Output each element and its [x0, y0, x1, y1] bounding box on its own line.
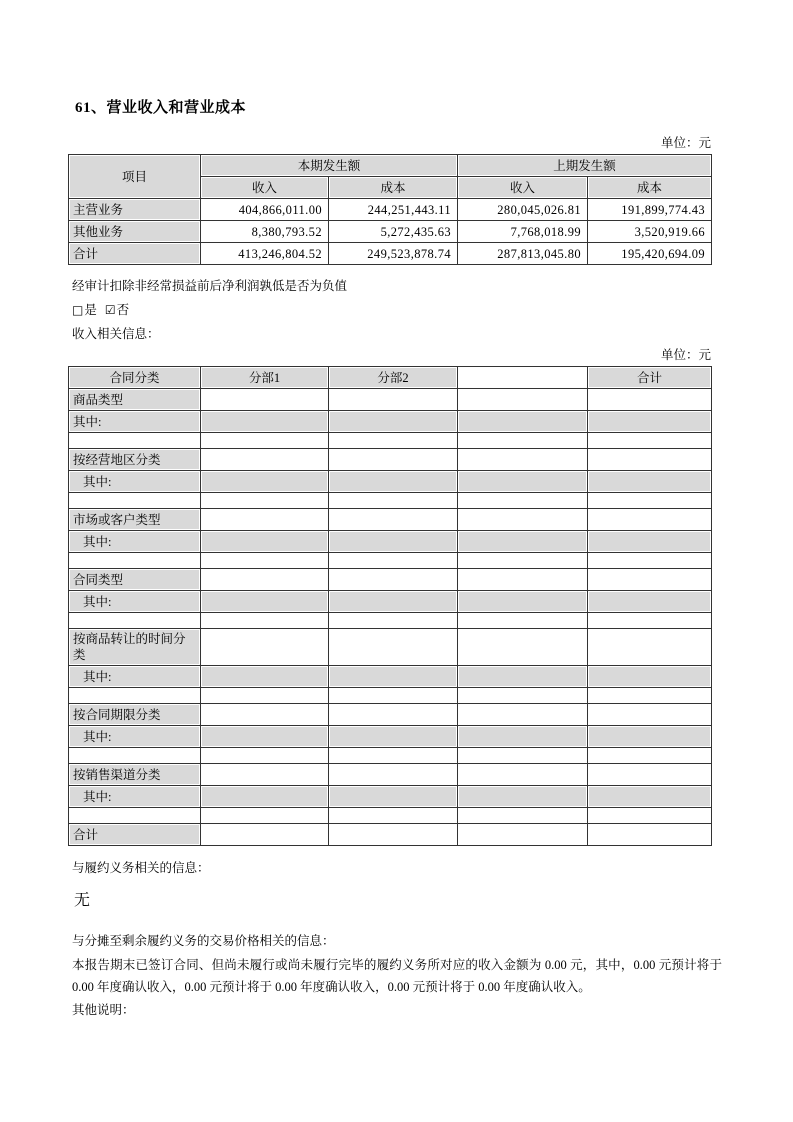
row-label-cell: 按合同期限分类 — [69, 704, 201, 726]
value-cell — [329, 449, 458, 471]
column-header: 分部2 — [329, 367, 458, 389]
value-cell: 3,520,919.66 — [588, 221, 712, 243]
row-label-cell: 按销售渠道分类 — [69, 764, 201, 786]
value-cell — [588, 591, 712, 613]
column-header-current-period: 本期发生额 — [201, 155, 458, 177]
empty-row — [69, 493, 712, 509]
value-cell — [588, 569, 712, 591]
checkbox-unchecked-icon: □ — [72, 303, 84, 317]
value-cell — [588, 764, 712, 786]
contract-table-row — [69, 629, 712, 666]
empty-cell — [69, 433, 201, 449]
value-cell — [588, 553, 712, 569]
column-header-empty — [458, 367, 588, 389]
value-cell — [458, 688, 588, 704]
value-cell: 5,272,435.63 — [329, 221, 458, 243]
value-cell — [329, 726, 458, 748]
empty-cell — [69, 553, 201, 569]
value-cell — [458, 591, 588, 613]
value-cell — [329, 613, 458, 629]
value-cell — [201, 591, 329, 613]
value-cell — [201, 704, 329, 726]
value-cell — [201, 569, 329, 591]
value-cell — [329, 786, 458, 808]
contract-table-row — [69, 786, 712, 808]
contract-table-row — [69, 666, 712, 688]
row-label-cell: 其中: — [69, 591, 201, 613]
value-cell — [329, 591, 458, 613]
row-label-cell: 商品类型 — [69, 389, 201, 411]
value-cell: 8,380,793.52 — [201, 221, 329, 243]
value-cell — [458, 493, 588, 509]
row-label-cell: 按商品转让的时间分类 — [69, 629, 201, 666]
revenue-cost-table-head — [69, 155, 712, 199]
empty-row — [69, 688, 712, 704]
value-cell — [329, 808, 458, 824]
value-cell — [329, 666, 458, 688]
value-cell — [458, 748, 588, 764]
checkbox-yes-label: 是 — [84, 303, 97, 317]
value-cell — [201, 726, 329, 748]
value-cell — [458, 433, 588, 449]
empty-cell — [69, 613, 201, 629]
empty-cell — [69, 808, 201, 824]
value-cell — [201, 824, 329, 846]
empty-cell — [69, 748, 201, 764]
value-cell — [329, 389, 458, 411]
value-cell — [201, 688, 329, 704]
row-label-cell: 其中: — [69, 471, 201, 493]
summary-table-body — [69, 199, 712, 265]
value-cell — [458, 808, 588, 824]
value-cell — [201, 509, 329, 531]
value-cell — [329, 704, 458, 726]
empty-row — [69, 808, 712, 824]
contract-table-header-row — [69, 367, 712, 389]
value-cell — [588, 411, 712, 433]
unit-label: 单位：元 — [660, 348, 711, 362]
value-cell — [329, 433, 458, 449]
audit-question: 经审计扣除非经常损益前后净利润孰低是否为负值 — [72, 279, 348, 293]
contract-table-row — [69, 411, 712, 433]
value-cell — [329, 569, 458, 591]
value-cell — [201, 449, 329, 471]
value-cell — [588, 389, 712, 411]
value-cell: 7,768,018.99 — [458, 221, 588, 243]
column-header-prior-period: 上期发生额 — [458, 155, 712, 177]
revenue-cost-table — [68, 154, 712, 265]
row-label-cell: 其中: — [69, 666, 201, 688]
column-header-income: 收入 — [458, 177, 588, 199]
summary-table-row — [69, 243, 712, 265]
value-cell — [588, 449, 712, 471]
value-cell — [329, 471, 458, 493]
column-header: 合计 — [588, 367, 712, 389]
value-cell — [201, 389, 329, 411]
summary-table-row — [69, 199, 712, 221]
contract-table-row — [69, 764, 712, 786]
value-cell — [201, 471, 329, 493]
remaining-price-paragraph: 本报告期末已签订合同、但尚未履行或尚未履行完毕的履约义务所对应的收入金额为 0.00 元，其中，0.00 元预计将于 0.00 年度确认收入，0.00 元预计将于 0.00 年度确认收入，0.00 元预计将于 0.00 年度确认收入。 — [72, 958, 722, 994]
value-cell — [588, 786, 712, 808]
value-cell — [458, 704, 588, 726]
value-cell — [588, 531, 712, 553]
value-cell — [201, 666, 329, 688]
other-notes-label: 其他说明： — [72, 1003, 135, 1017]
empty-row — [69, 613, 712, 629]
value-cell: 404,866,011.00 — [201, 199, 329, 221]
value-cell: 287,813,045.80 — [458, 243, 588, 265]
row-label-cell: 按经营地区分类 — [69, 449, 201, 471]
row-label-cell: 其中: — [69, 531, 201, 553]
value-cell — [458, 726, 588, 748]
value-cell — [201, 786, 329, 808]
contract-table-row — [69, 389, 712, 411]
value-cell — [329, 629, 458, 666]
value-cell — [201, 764, 329, 786]
row-label-cell: 市场或客户类型 — [69, 509, 201, 531]
row-label-cell: 其中: — [69, 726, 201, 748]
section-title: 61、营业收入和营业成本 — [75, 100, 247, 116]
contract-table-row — [69, 726, 712, 748]
value-cell — [588, 726, 712, 748]
value-cell — [329, 824, 458, 846]
value-cell — [458, 471, 588, 493]
value-cell — [458, 569, 588, 591]
value-cell — [458, 531, 588, 553]
column-header-cost: 成本 — [588, 177, 712, 199]
value-cell: 191,899,774.43 — [588, 199, 712, 221]
contract-table-head — [69, 367, 712, 389]
value-cell — [588, 688, 712, 704]
value-cell — [329, 688, 458, 704]
value-cell — [201, 613, 329, 629]
row-label-cell: 其中: — [69, 786, 201, 808]
value-cell — [588, 748, 712, 764]
value-cell — [201, 411, 329, 433]
unit-label: 单位：元 — [660, 136, 711, 150]
value-cell — [458, 629, 588, 666]
value-cell — [329, 493, 458, 509]
value-cell — [458, 613, 588, 629]
row-label-cell: 其中: — [69, 411, 201, 433]
value-cell — [588, 509, 712, 531]
value-cell — [458, 449, 588, 471]
value-cell — [329, 553, 458, 569]
remaining-price-label: 与分摊至剩余履约义务的交易价格相关的信息： — [72, 934, 335, 948]
performance-obligation-value: 无 — [74, 892, 91, 909]
contract-table-row — [69, 449, 712, 471]
value-cell — [201, 553, 329, 569]
value-cell — [458, 786, 588, 808]
column-header-item: 项目 — [69, 155, 201, 199]
column-header-cost: 成本 — [329, 177, 458, 199]
performance-obligation-label: 与履约义务相关的信息： — [72, 861, 210, 875]
contract-classification-table — [68, 366, 712, 846]
value-cell — [458, 389, 588, 411]
revenue-info-label: 收入相关信息： — [72, 327, 160, 341]
value-cell — [458, 666, 588, 688]
row-label-cell: 合计 — [69, 824, 201, 846]
value-cell: 249,523,878.74 — [329, 243, 458, 265]
value-cell — [458, 411, 588, 433]
row-label-cell: 主营业务 — [69, 199, 201, 221]
value-cell — [329, 764, 458, 786]
value-cell — [458, 824, 588, 846]
value-cell — [329, 748, 458, 764]
row-label-cell: 其他业务 — [69, 221, 201, 243]
value-cell — [201, 808, 329, 824]
checkbox-checked-icon: ☑ — [104, 303, 116, 317]
value-cell — [588, 704, 712, 726]
row-label-cell: 合计 — [69, 243, 201, 265]
value-cell — [201, 433, 329, 449]
empty-cell — [69, 493, 201, 509]
contract-table-row — [69, 531, 712, 553]
value-cell: 413,246,804.52 — [201, 243, 329, 265]
value-cell — [588, 824, 712, 846]
row-label-cell: 合同类型 — [69, 569, 201, 591]
value-cell — [201, 493, 329, 509]
value-cell — [588, 433, 712, 449]
column-header-income: 收入 — [201, 177, 329, 199]
checkbox-no-label: 否 — [116, 303, 130, 317]
empty-row — [69, 748, 712, 764]
audit-answer-line — [72, 302, 711, 319]
contract-table-body — [69, 389, 712, 846]
value-cell — [329, 411, 458, 433]
contract-table-row — [69, 569, 712, 591]
empty-row — [69, 553, 712, 569]
value-cell — [588, 666, 712, 688]
value-cell — [588, 629, 712, 666]
value-cell — [201, 748, 329, 764]
value-cell — [588, 471, 712, 493]
value-cell: 195,420,694.09 — [588, 243, 712, 265]
value-cell — [329, 531, 458, 553]
value-cell — [458, 764, 588, 786]
contract-table-row — [69, 509, 712, 531]
contract-table-row — [69, 704, 712, 726]
value-cell: 244,251,443.11 — [329, 199, 458, 221]
value-cell — [329, 509, 458, 531]
contract-table-row — [69, 471, 712, 493]
column-header: 分部1 — [201, 367, 329, 389]
value-cell: 280,045,026.81 — [458, 199, 588, 221]
value-cell — [588, 493, 712, 509]
empty-cell — [69, 688, 201, 704]
value-cell — [201, 629, 329, 666]
value-cell — [458, 509, 588, 531]
contract-table-row — [69, 591, 712, 613]
empty-row — [69, 433, 712, 449]
value-cell — [458, 553, 588, 569]
summary-table-row — [69, 221, 712, 243]
value-cell — [588, 613, 712, 629]
column-header: 合同分类 — [69, 367, 201, 389]
contract-table-row — [69, 824, 712, 846]
value-cell — [201, 531, 329, 553]
header-row-periods — [69, 155, 712, 177]
value-cell — [588, 808, 712, 824]
